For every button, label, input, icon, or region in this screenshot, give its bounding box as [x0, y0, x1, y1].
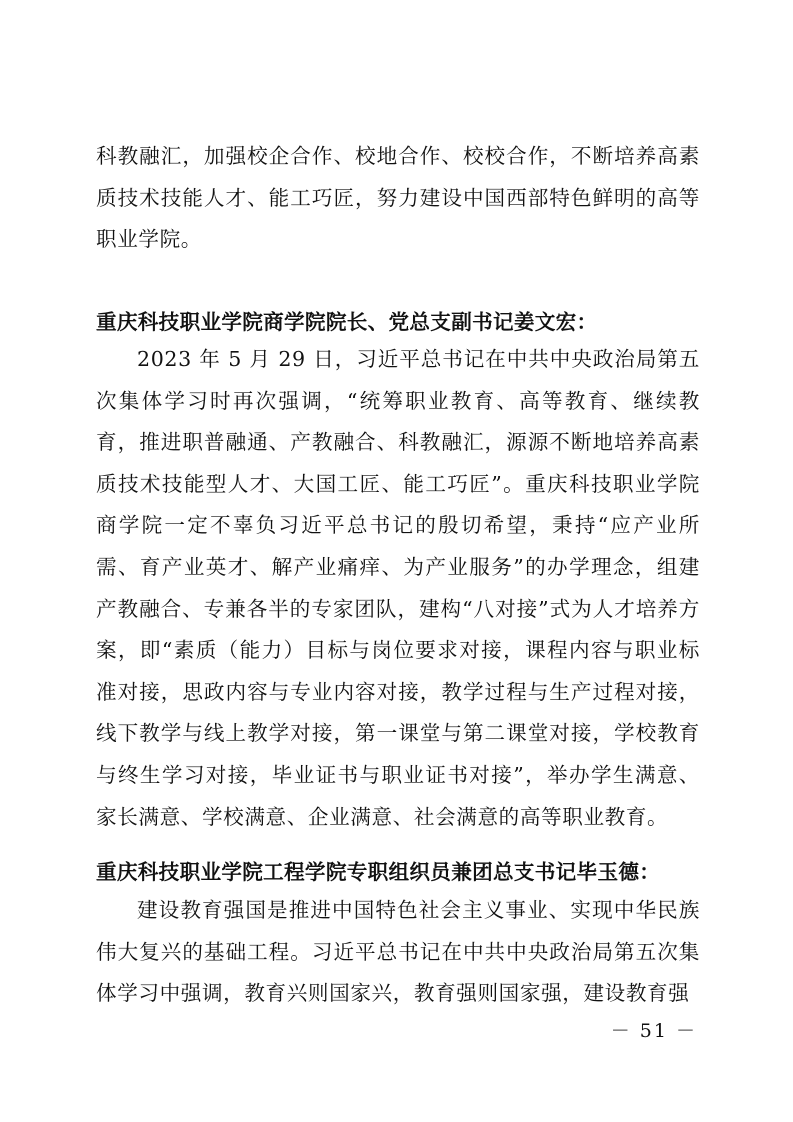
page-number: － 51 － — [610, 1020, 697, 1042]
section-2-body: 建设教育强国是推进中国特色社会主义事业、实现中华民族伟大复兴的基础工程。习近平总书记在中共中央政治局第五次集体学习中强调，教育兴则国家兴，教育强则国家强，建设教育强 — [96, 898, 700, 1006]
section-1-body: 2023 年 5 月 29 日，习近平总书记在中共中央政治局第五次集体学习时再次强调，“统筹职业教育、高等教育、继续教育，推进职普融通、产教融合、科教融汇，源源不断地培养高素质技术技能型人才、大国工匠、能工巧匠”。重庆科技职业学院商学院一定不辜负习近平总书记的殷切希望，秉持“应产业所需、育产业英才、解产业痛痒、为产业服务”的办学理念，组建产教融合、专兼各半的专家团队，建构“八对接”式为人才培养方案，即“素质（能力）目标与岗位要求对接，课程内容与职业标准对接，思政内容与专业内容对接，教学过程与生产过程对接，线下教学与线上教学对接，第一课堂与第二课堂对接，学校教育与终生学习对接，毕业证书与职业证书对接”，举办学生满意、家长满意、学校满意、企业满意、社会满意的高等职业教育。 — [96, 347, 700, 829]
section-2-heading: 重庆科技职业学院工程学院专职组织员兼团总支书记毕玉德： — [96, 860, 661, 884]
intro-paragraph: 科教融汇，加强校企合作、校地合作、校校合作，不断培养高素质技术技能人才、能工巧匠，努力建设中国西部特色鲜明的高等职业学院。 — [96, 144, 700, 252]
section-1-heading: 重庆科技职业学院商学院院长、党总支副书记姜文宏： — [96, 310, 598, 334]
